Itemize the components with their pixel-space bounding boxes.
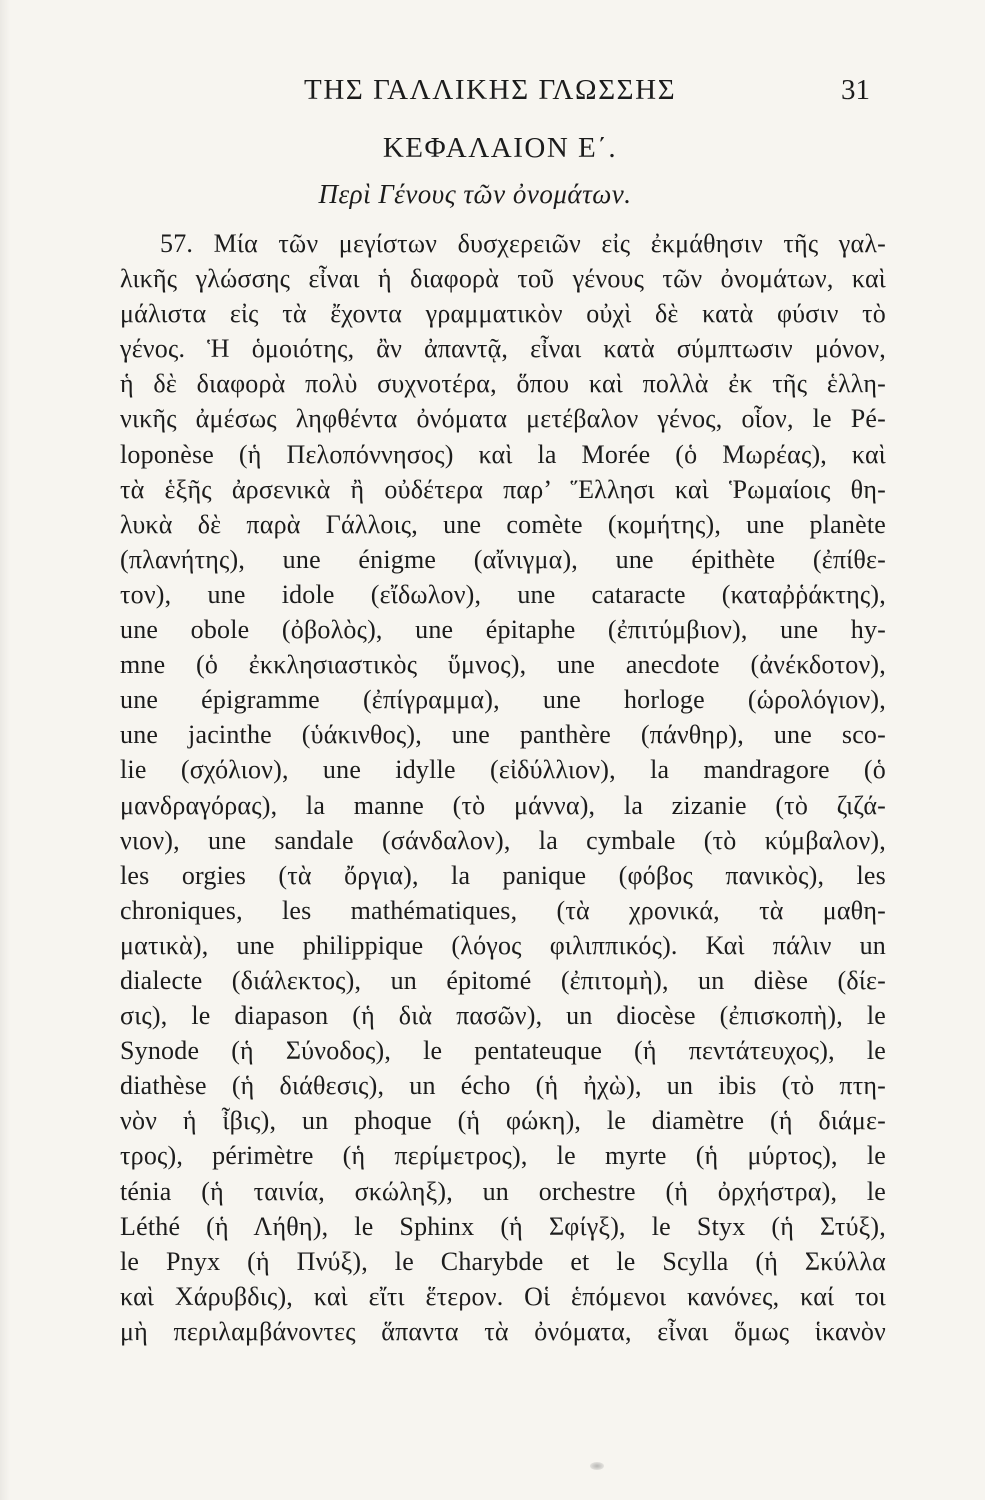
- running-title: ΤΗΣ ΓΑΛΛΙΚΗΣ ΓΛΩΣΣΗΣ: [304, 74, 677, 106]
- text-line: le Pnyx (ἡ Πνύξ), le Charybde et le Scylla (ἡ Σκύλλα: [120, 1246, 886, 1276]
- text-line: mne (ὁ ἐκκλησιαστικὸς ὕμνος), une anecdote (ἀνέκδοτον),: [120, 650, 886, 680]
- text-line: τρος), périmètre (ἡ περίμετρος), le myrte (ἡ μύρτος), le: [120, 1141, 886, 1171]
- text-line: νιον), une sandale (σάνδαλον), la cymbale (τὸ κύμβαλον),: [120, 825, 886, 855]
- text-line: diathèse (ἡ διάθεσις), un écho (ἡ ἠχὼ), un ibis (τὸ πτη-: [120, 1071, 886, 1101]
- text-line: Synode (ἡ Σύνοδος), le pentateuque (ἡ πεντάτευχος), le: [120, 1036, 886, 1066]
- text-line: ἡ δὲ διαφορὰ πολὺ συχνοτέρα, ὅπου καὶ πολλὰ ἐκ τῆς ἑλλη-: [120, 369, 886, 399]
- body-paragraph: [120, 226, 886, 1349]
- text-line: ματικὰ), une philippique (λόγος φιλιππικός). Καὶ πάλιν un: [120, 930, 886, 960]
- text-line: 57. Μία τῶν μεγίστων δυσχερειῶν εἰς ἐκμάθησιν τῆς γαλ-: [160, 229, 886, 258]
- page-edge-shadow: [0, 0, 10, 1500]
- text-line: μανδραγόρας), la manne (τὸ μάννα), la zizanie (τὸ ζιζά-: [120, 790, 886, 820]
- text-line: une épigramme (ἐπίγραμμα), une horloge (ὡρολόγιον),: [120, 685, 886, 715]
- text-line: une obole (ὀβολὸς), une épitaphe (ἐπιτύμβιον), une hy-: [120, 615, 886, 645]
- chapter-subtitle: Περὶ Γένους τῶν ὀνομάτων.: [318, 179, 632, 209]
- text-line: dialecte (διάλεκτος), un épitomé (ἐπιτομὴ), un dièse (δίε-: [120, 965, 886, 995]
- text-line: καὶ Χάρυβδις), καὶ εἴτι ἕτερον. Οἱ ἑπόμενοι κανόνες, καί τοι: [120, 1281, 886, 1311]
- text-line: νὸν ἡ ἶβις), un phoque (ἡ φώκη), le diamètre (ἡ διάμε-: [120, 1106, 887, 1136]
- text-line: (πλανήτης), une énigme (αἴνιγμα), une épithète (ἐπίθε-: [120, 544, 886, 574]
- text-line: σις), le diapason (ἡ διὰ πασῶν), un diocèse (ἐπισκοπὴ), le: [120, 1001, 886, 1031]
- text-line: νικῆς ἀμέσως ληφθέντα ὀνόματα μετέβαλον γένος, οἷον, le Pé-: [120, 404, 886, 434]
- text-line: λικῆς γλώσσης εἶναι ἡ διαφορὰ τοῦ γένους τῶν ὀνομάτων, καὶ: [120, 264, 886, 294]
- text-line: λυκὰ δὲ παρὰ Γάλλοις, une comète (κομήτης), une planète: [120, 509, 886, 539]
- text-line: les orgies (τὰ ὄργια), la panique (φόβος πανικὸς), les: [120, 860, 886, 890]
- page-number: 31: [841, 74, 870, 106]
- text-line: chroniques, les mathématiques, (τὰ χρονικά, τὰ μαθη-: [120, 895, 886, 925]
- ink-smudge: [590, 1462, 604, 1470]
- text-line: μάλιστα εἰς τὰ ἔχοντα γραμματικὸν οὐχὶ δὲ κατὰ φύσιν τὸ: [120, 299, 886, 329]
- text-line: τὰ ἑξῆς ἀρσενικὰ ἢ οὐδέτερα παρ’ Ἕλλησι καὶ Ῥωμαίοις θη-: [120, 474, 886, 504]
- text-line: ténia (ἡ ταινία, σκώληξ), un orchestre (ἡ ὀρχήστρα), le: [120, 1176, 886, 1206]
- text-line: une jacinthe (ὑάκινθος), une panthère (πάνθηρ), une sco-: [120, 720, 886, 750]
- running-head: [118, 74, 878, 114]
- text-line: τον), une idole (εἴδωλον), une cataracte (καταῤῥάκτης),: [120, 579, 886, 609]
- chapter-title: ΚΕΦΑΛΑΙΟΝ Ε΄.: [382, 132, 618, 164]
- text-line: μὴ περιλαμβάνοντες ἅπαντα τὰ ὀνόματα, εἶναι ὅμως ἱκανὸν: [120, 1316, 886, 1346]
- text-line: Léthé (ἡ Λήθη), le Sphinx (ἡ Σφίγξ), le Styx (ἡ Στύξ),: [120, 1211, 886, 1241]
- text-line: loponèse (ἡ Πελοπόννησος) καὶ la Morée (ὁ Μωρέας), καὶ: [120, 439, 886, 469]
- text-line: γένος. Ἡ ὁμοιότης, ἂν ἀπαντᾷ, εἶναι κατὰ σύμπτωσιν μόνον,: [120, 334, 886, 364]
- text-line: lie (σχόλιον), une idylle (εἰδύλλιον), la mandragore (ὁ: [120, 755, 886, 785]
